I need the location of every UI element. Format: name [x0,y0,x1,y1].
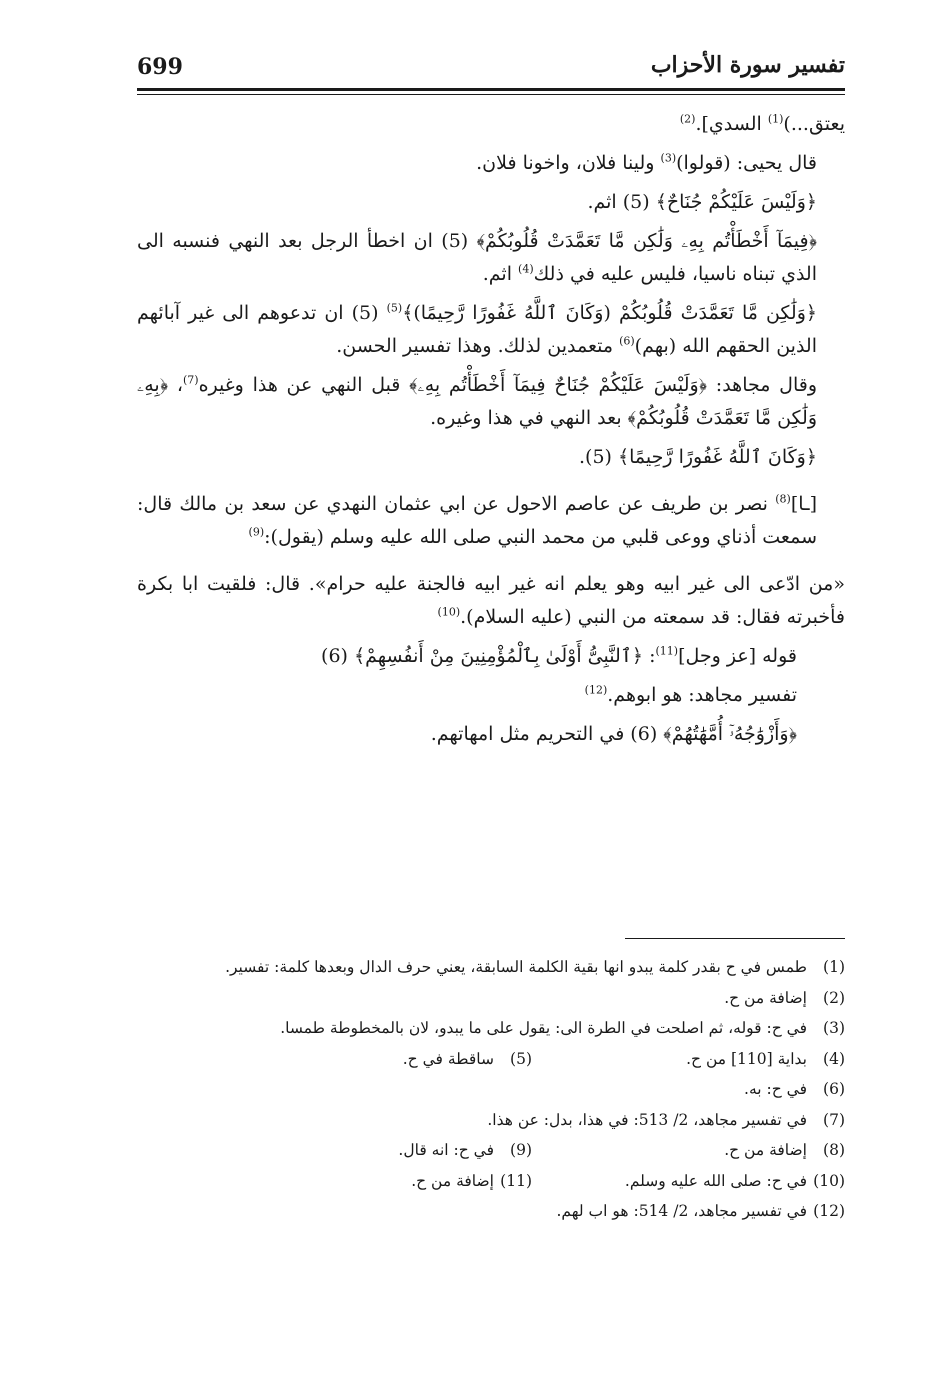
footnote-item [137,1074,845,1105]
footnote-text: في تفسير مجاهد، 2/ 513: في هذا، بدل: عن هذا. [487,1110,807,1129]
text-run: نصر بن طريف عن عاصم الاحول عن ابي عثمان النهدي عن سعد بن مالك قال: سمعت أذناي ووعى قلبي من محمد النبي صلى الله عليه وسلم (يقول): [137,493,817,548]
text-run: السدي]. [695,113,768,135]
text-run: (6) [321,645,354,667]
footnote-number: (10) [813,1171,845,1190]
footnote-text: بداية [110] من ح. [686,1049,807,1068]
quran-verse: ﴿ٱلنَّبِىُّ أَوْلَىٰ بِٱلْمُؤْمِنِينَ مِنْ أَنفُسِهِمْ﴾ [354,645,644,667]
footnote-ref: (12) [584,683,608,697]
text-run: (5) ان اخطأ الرجل بعد النهي فنسبه الى الذي تبناه ناسيا، فليس عليه في ذلك [137,230,817,285]
text-run: بعد النهي في هذا وغيره. [430,407,628,429]
paragraph-3 [137,186,845,219]
footnote-text: في تفسير مجاهد، 2/ 514: هو اب لهم. [556,1202,807,1220]
paragraph-4 [137,225,845,291]
text-run: اثم. [482,263,519,285]
quran-verse: ﴿بِهِۦ وَلَٰكِن مَّا تَعَمَّدَتْ قُلُوبُكُمْ﴾ [137,374,817,429]
footnote-number: (6) [823,1080,845,1098]
paragraph-11 [137,679,845,712]
paragraph-2 [137,147,845,180]
footnote-ref: (3) [660,151,677,165]
text-run: «من ادّعى الى غير ابيه وهو يعلم انه غير ابيه فالجنة عليه حرام». قال: فلقيت ابا بكرة فأخبرته فقال: قد سمعته من النبي (عليه السلام). [137,573,845,628]
footnote-number: (4) [823,1049,845,1068]
footnote-text: في ح: به. [744,1080,807,1098]
header-rule-thick [137,88,845,91]
running-title: تفسير سورة الأحزاب [650,52,845,78]
text-run: : [643,645,656,667]
text-run: (5) اثم. [587,191,656,213]
footnote-text: في ح: صلى الله عليه وسلم. [624,1171,807,1190]
footnote-number: (5) [510,1049,532,1068]
paragraph-6 [137,369,845,435]
footnote-number: (1) [823,958,845,976]
footnote-item [137,1044,845,1075]
footnote-ref: (4) [518,262,534,276]
main-text [137,108,845,757]
footnote-ref: (11) [655,644,679,658]
text-run: وقال مجاهد: [707,374,818,396]
footnote-number: (8) [823,1141,845,1159]
footnote-pair [137,1166,807,1197]
footnote-separator [625,938,845,939]
footnote-ref: (2) [679,112,696,126]
text-run: (5) ان تدعوهم الى غير آبائهم الذين الحقهم الله (بهم) [137,302,817,357]
footnote-text: إضافة من ح. [411,1171,494,1190]
footnote-item [137,1013,845,1044]
footnote-ref: (6) [619,334,635,348]
quran-verse: ﴿وَكَانَ ٱللَّهُ غَفُورًا رَّحِيمًا﴾ [618,446,817,468]
text-run: يعتق...) [783,113,845,135]
quran-verse: ﴿وَأَزْوَٰجُهُۥٓ أُمَّهَٰتُهُمْ﴾ [663,723,797,745]
footnote-item [137,1105,845,1136]
footnote-item [137,952,845,983]
footnote-item [137,1166,845,1197]
footnote-ref: (1) [767,112,784,126]
footnote-text: إضافة من ح. [724,1141,807,1159]
footnote-text: إضافة من ح. [724,988,807,1007]
footnote-text: ساقطة في ح. [402,1049,494,1068]
footnotes [137,952,845,1227]
footnote-ref: (10) [437,605,461,619]
quran-verse: ﴿فِيمَآ أَخْطَأْتُم بِهِۦ وَلَٰكِن مَّا تَعَمَّدَتْ قُلُوبُكُمْ﴾ [476,230,817,252]
footnote-ref: (5) [386,301,403,315]
quran-verse: ﴿وَلَٰكِن مَّا تَعَمَّدَتْ قُلُوبُكُمْ (وَكَانَ ٱللَّهُ غَفُورًا رَّحِيمًا)﴾ [402,302,818,324]
footnote-number: (12) [813,1202,845,1220]
paragraph-12 [137,718,845,751]
text-run: قوله [عز وجل] [678,645,797,667]
footnote-ref: (9) [248,525,265,539]
footnote-item [137,983,845,1014]
header-rule-thin [137,94,845,95]
text-run: قبل النهي عن هذا وغيره [198,374,410,396]
footnote-text: طمس في ح بقدر كلمة يبدو انها بقية الكلمة السابقة، يعني حرف الدال وبعدها كلمة: تفسير. [225,958,807,976]
page-header [137,50,845,86]
footnote-text: في ح: قوله، ثم اصلحت في الطرة الى: يقول على ما يبدو، لان بالمخطوطة طمسا. [280,1019,807,1037]
footnote-number: (2) [823,988,845,1007]
page-number: 699 [137,54,183,80]
quran-verse: ﴿وَلَيْسَ عَلَيْكُمْ جُنَاحٌ فِيمَآ أَخْطَأْتُم بِهِۦ﴾ [409,374,708,396]
text-run: ولينا فلان، واخونا فلان. [476,152,661,174]
footnote-item [137,1135,845,1166]
text-run: ، [168,374,183,396]
footnote-ref: (7) [182,373,199,387]
text-run: (5). [579,446,618,468]
paragraph-1 [137,108,845,141]
paragraph-8 [137,488,845,554]
paragraph-7 [137,441,845,474]
text-run: [ـا] [790,493,817,515]
text-run: (6) في التحريم مثل امهاتهم. [430,723,664,745]
footnote-text: في ح: انه قال. [398,1141,494,1159]
paragraph-9 [137,568,845,634]
paragraph-10 [137,640,845,673]
footnote-number: (7) [823,1110,845,1129]
text-run: قال يحيى: (قولوا) [676,152,817,174]
footnote-ref: (8) [775,492,791,506]
text-run: متعمدين لذلك. وهذا تفسير الحسن. [336,335,620,357]
footnote-pair [137,1044,807,1075]
footnote-number: (9) [510,1141,532,1159]
quran-verse: ﴿وَلَيْسَ عَلَيْكُمْ جُنَاحٌ﴾ [655,191,817,213]
paragraph-5 [137,297,845,363]
footnote-number: (3) [823,1019,845,1037]
footnote-pair [137,1135,807,1166]
footnote-item [137,1196,845,1227]
footnote-number: (11) [500,1171,532,1190]
text-run: تفسير مجاهد: هو ابوهم. [607,684,797,706]
